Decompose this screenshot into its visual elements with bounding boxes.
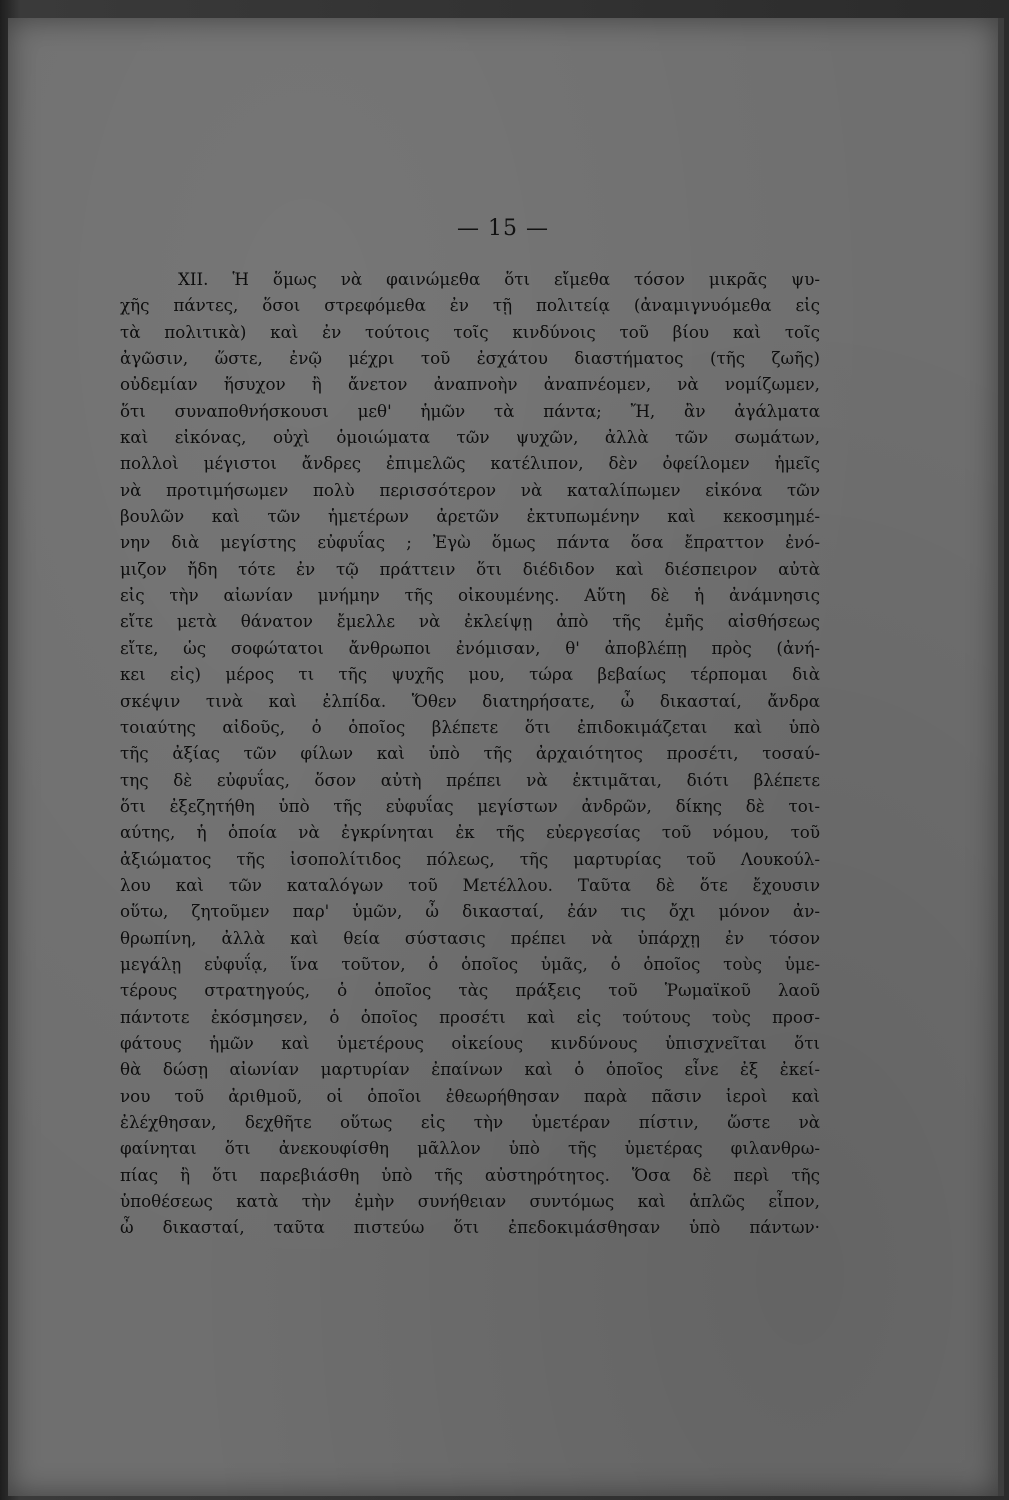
text-line: πολλοὶ μέγιστοι ἄνδρες ἐπιμελῶς κατέλιπον, δὲν ὀφείλομεν ἡμεῖς [120, 453, 820, 474]
text-line: κει εἰς) μέρος τι τῆς ψυχῆς μου, τώρα βεβαίως τέρπομαι διὰ [120, 664, 820, 685]
text-line: XII. Ἡ ὅμως νὰ φαινώμεθα ὅτι εἴμεθα τόσον μικρᾶς ψυ- [178, 269, 820, 289]
page-number: — 15 — [457, 216, 549, 241]
text-line: φάτους ἡμῶν καὶ ὑμετέρους οἰκείους κινδύνους ὑπισχνεῖται ὅτι [120, 1032, 820, 1053]
text-line: σκέψιν τινὰ καὶ ἐλπίδα. Ὅθεν διατηρήσατε, ὦ δικασταί, ἄνδρα [120, 690, 820, 711]
text-line: τῆς ἀξίας τῶν φίλων καὶ ὑπὸ τῆς ἀρχαιότητος προσέτι, τοσαύ- [120, 743, 820, 764]
text-line: της δὲ εὐφυΐας, ὅσον αὐτὴ πρέπει νὰ ἐκτιμᾶται, διότι βλέπετε [120, 769, 820, 790]
text-line: ὅτι συναποθνήσκουσι μεθ' ἡμῶν τὰ πάντα; Ἤ, ἂν ἀγάλματα [120, 400, 820, 421]
text-line: καὶ εἰκόνας, οὐχὶ ὁμοιώματα τῶν ψυχῶν, ἀλλὰ τῶν σωμάτων, [120, 427, 820, 448]
text-line: ὦ δικασταί, ταῦτα πιστεύω ὅτι ἐπεδοκιμάσθησαν ὑπὸ πάντων· [120, 1217, 820, 1238]
text-line: οὕτω, ζητοῦμεν παρ' ὑμῶν, ὦ δικασταί, ἐάν τις ὄχι μόνον ἀν- [120, 901, 820, 922]
text-line: αύτης, ἡ ὁποία νὰ ἐγκρίνηται ἐκ τῆς εὐεργεσίας τοῦ νόμου, τοῦ [120, 822, 820, 843]
text-line: πάντοτε ἐκόσμησεν, ὁ ὁποῖος προσέτι καὶ εἰς τούτους τοὺς προσ- [120, 1006, 820, 1027]
text-line: εἰς τὴν αἰωνίαν μνήμην τῆς οἰκουμένης. Αὕτη δὲ ἡ ἀνάμνησις [120, 585, 820, 606]
document-page [8, 18, 1004, 1496]
text-line: ἀξιώματος τῆς ἰσοπολίτιδος πόλεως, τῆς μαρτυρίας τοῦ Λουκούλ- [120, 848, 820, 869]
text-line: ὑποθέσεως κατὰ τὴν ἐμὴν συνήθειαν συντόμως καὶ ἁπλῶς εἶπον, [120, 1191, 820, 1212]
text-line: θὰ δώσῃ αἰωνίαν μαρτυρίαν ἐπαίνων καὶ ὁ ὁποῖος εἶνε ἐξ ἐκεί- [120, 1059, 820, 1080]
text-line: φαίνηται ὅτι ἀνεκουφίσθη μᾶλλον ὑπὸ τῆς ὑμετέρας φιλανθρω- [120, 1138, 820, 1159]
text-line: ἀγῶσιν, ὥστε, ἐνῷ μέχρι τοῦ ἐσχάτου διαστήματος (τῆς ζωῆς) [120, 348, 820, 369]
text-line: εἴτε μετὰ θάνατον ἔμελλε νὰ ἐκλείψῃ ἀπὸ τῆς ἐμῆς αἰσθήσεως [120, 611, 820, 632]
text-line: εἴτε, ὡς σοφώτατοι ἄνθρωποι ἐνόμισαν, θ' ἀποβλέπῃ πρὸς (ἀνή- [120, 637, 820, 658]
text-line: λου καὶ τῶν καταλόγων τοῦ Μετέλλου. Ταῦτα δὲ ὅτε ἔχουσιν [120, 874, 820, 895]
body-text [120, 266, 820, 1241]
text-line: νην διὰ μεγίστης εὐφυΐας ; Ἐγὼ ὅμως πάντα ὅσα ἔπραττον ἐνό- [120, 532, 820, 553]
text-line: χῆς πάντες, ὅσοι στρεφόμεθα ἐν τῇ πολιτείᾳ (ἀναμιγνυόμεθα εἰς [120, 295, 820, 316]
text-line: μεγάλῃ εὐφυΐᾳ, ἵνα τοῦτον, ὁ ὁποῖος ὑμᾶς, ὁ ὁποῖος τοὺς ὑμε- [120, 953, 820, 974]
text-line: τὰ πολιτικὰ) καὶ ἐν τούτοις τοῖς κινδύνοις τοῦ βίου καὶ τοῖς [120, 321, 820, 342]
text-line: τέρους στρατηγούς, ὁ ὁποῖος τὰς πράξεις τοῦ Ῥωμαϊκοῦ λαοῦ [120, 980, 820, 1001]
text-line: θρωπίνη, ἀλλὰ καὶ θεία σύστασις πρέπει νὰ ὑπάρχῃ ἐν τόσον [120, 927, 820, 948]
text-line: τοιαύτης αἰδοῦς, ὁ ὁποῖος βλέπετε ὅτι ἐπιδοκιμάζεται καὶ ὑπὸ [120, 716, 820, 737]
text-line: βουλῶν καὶ τῶν ἡμετέρων ἀρετῶν ἐκτυπωμένην καὶ κεκοσμημέ- [120, 506, 820, 527]
text-line: νὰ προτιμήσωμεν πολὺ περισσότερον νὰ καταλίπωμεν εἰκόνα τῶν [120, 479, 820, 500]
text-line: νου τοῦ ἀριθμοῦ, οἱ ὁποῖοι ἐθεωρήθησαν παρὰ πᾶσιν ἱεροὶ καὶ [120, 1085, 820, 1106]
text-line: οὐδεμίαν ἥσυχον ἢ ἄνετον ἀναπνοὴν ἀναπνέομεν, νὰ νομίζωμεν, [120, 374, 820, 395]
text-line: πίας ἢ ὅτι παρεβιάσθη ὑπὸ τῆς αὐστηρότητος. Ὅσα δὲ περὶ τῆς [120, 1164, 820, 1185]
text-line: μιζον ἤδη τότε ἐν τῷ πράττειν ὅτι διέδιδον καὶ διέσπειρον αὐτὰ [120, 558, 820, 579]
text-line: ἐλέχθησαν, δεχθῆτε οὕτως εἰς τὴν ὑμετέραν πίστιν, ὥστε νὰ [120, 1112, 820, 1132]
text-line: ὅτι ἐξεζητήθη ὑπὸ τῆς εὐφυΐας μεγίστων ἀνδρῶν, δίκης δὲ τοι- [120, 795, 820, 816]
